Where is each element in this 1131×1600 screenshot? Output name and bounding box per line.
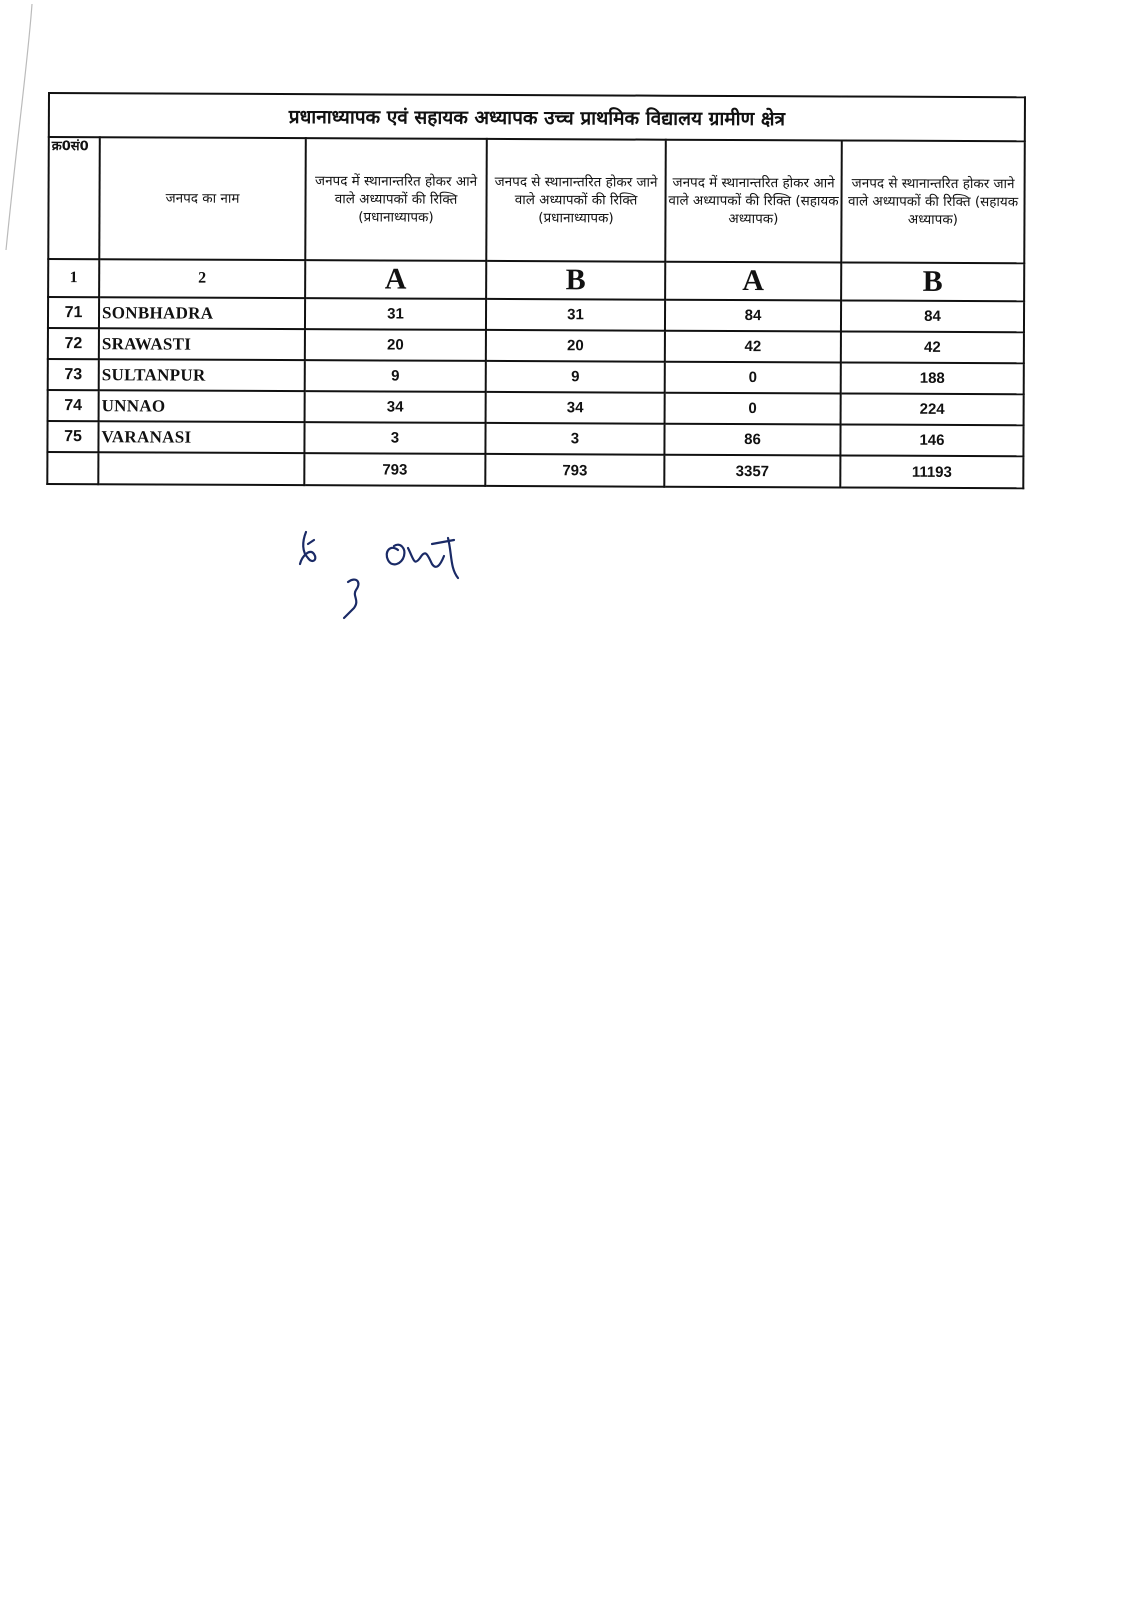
table-row (47, 421, 1023, 456)
table-row (48, 297, 1024, 332)
row-b1: 3 (485, 423, 664, 455)
table-row (48, 359, 1024, 394)
row-b1: 34 (486, 392, 665, 424)
total-b2: 11193 (840, 455, 1023, 488)
header-outgoing-assistant: जनपद से स्थानान्तरित होकर जाने वाले अध्यापकों की रिक्ति (सहायक अध्यापक) (841, 140, 1025, 263)
row-district: SONBHADRA (99, 297, 305, 329)
row-a2: 86 (664, 424, 840, 456)
row-b1: 9 (486, 361, 665, 393)
header-outgoing-headmaster: जनपद से स्थानान्तरित होकर जाने वाले अध्यापकों की रिक्ति (प्रधानाध्यापक) (486, 139, 666, 262)
column-number-row (48, 259, 1024, 301)
row-serial: 74 (48, 390, 99, 421)
row-a1: 9 (305, 360, 486, 392)
header-incoming-assistant: जनपद में स्थानान्तरित होकर आने वाले अध्यापकों की रिक्ति (सहायक अध्यापक) (665, 140, 842, 263)
row-serial: 73 (48, 359, 99, 390)
header-serial-number: क्र0सं0 (48, 137, 100, 259)
row-b2: 42 (841, 331, 1024, 363)
total-serial (47, 452, 98, 484)
row-serial: 75 (47, 421, 98, 452)
vacancy-sheet (46, 92, 1024, 489)
totals-row (47, 452, 1023, 488)
column-letter: A (305, 260, 486, 299)
row-a2: 42 (665, 331, 841, 363)
row-a2: 0 (665, 362, 841, 394)
total-a2: 3357 (664, 455, 840, 488)
row-district: SRAWASTI (99, 328, 305, 360)
column-number: 1 (48, 259, 99, 297)
row-b1: 20 (486, 330, 665, 362)
row-a1: 20 (305, 329, 486, 361)
row-b2: 224 (841, 393, 1024, 425)
column-letter: A (665, 262, 841, 301)
header-incoming-headmaster: जनपद में स्थानान्तरित होकर आने वाले अध्यापकों की रिक्ति (प्रधानाध्यापक) (305, 138, 487, 261)
row-b2: 84 (841, 300, 1024, 332)
column-letter: B (486, 261, 665, 300)
row-serial: 72 (48, 328, 99, 359)
total-district (98, 452, 304, 485)
header-district-name: जनपद का नाम (99, 137, 306, 260)
row-b1: 31 (486, 299, 665, 331)
row-district: UNNAO (99, 390, 305, 422)
page-edge-marks (0, 0, 40, 260)
row-serial: 71 (48, 297, 99, 328)
table-row (48, 328, 1024, 363)
column-number: 2 (99, 259, 305, 298)
table-row (48, 390, 1024, 425)
column-letter: B (841, 262, 1024, 301)
row-a2: 84 (665, 300, 841, 332)
row-b2: 146 (840, 424, 1023, 456)
row-a1: 3 (304, 422, 485, 454)
table-title: प्रधानाध्यापक एवं सहायक अध्यापक उच्च प्राथमिक विद्यालय ग्रामीण क्षेत्र (49, 93, 1025, 141)
header-row (48, 137, 1025, 263)
total-b1: 793 (485, 454, 664, 487)
row-b2: 188 (841, 362, 1024, 394)
vacancy-table (46, 92, 1026, 489)
row-a2: 0 (665, 393, 841, 425)
row-a1: 34 (305, 391, 486, 423)
row-district: VARANASI (98, 421, 304, 453)
handwritten-signature (290, 530, 470, 630)
row-a1: 31 (305, 298, 486, 330)
total-a1: 793 (304, 453, 485, 486)
row-district: SULTANPUR (99, 359, 305, 391)
